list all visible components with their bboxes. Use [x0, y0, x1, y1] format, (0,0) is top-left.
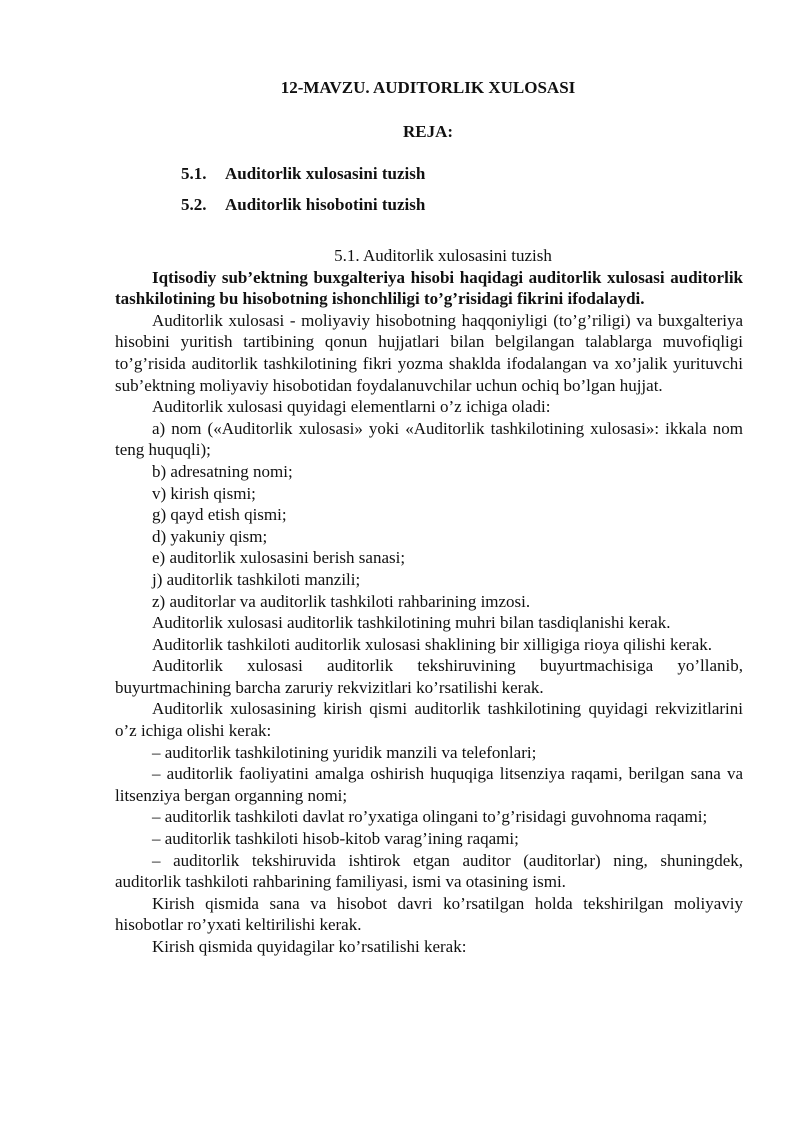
requisite-list-item: – auditorlik tekshiruvida ishtirok etgan auditor (auditorlar) ning, shuningdek, auditorlik tashkiloti rahbarining familiyasi, ismi va otasining ismi. [115, 850, 743, 892]
element-list-item: z) auditorlar va auditorlik tashkiloti rahbarining imzosi. [152, 591, 531, 611]
body-paragraph: Auditorlik tashkiloti auditorlik xulosasi shaklining bir xilligiga rioya qilishi kerak. [152, 634, 712, 654]
element-list-item: v) kirish qismi; [152, 483, 256, 503]
plan-item [181, 163, 425, 184]
element-list-item: d) yakuniy qism; [152, 526, 268, 546]
requisite-list-item: – auditorlik faoliyatini amalga oshirish huquqiga litsenziya raqami, berilgan sana va litsenziya bergan organning nomi; [115, 764, 743, 805]
body-paragraph: Kirish qismida sana va hisobot davri ko’rsatilgan holda tekshirilgan moliyaviy hisobotlar ro’yxati keltirilishi kerak. [115, 893, 743, 935]
plan-item [181, 194, 425, 215]
requisite-list-item: – auditorlik tashkiloti davlat ro’yxatiga olingani to’g’risidagi guvohnoma raqami; [152, 807, 708, 827]
plan-item-number: 5.1. [181, 164, 207, 183]
element-list-item: b) adresatning nomi; [152, 461, 293, 481]
element-list-item: a) nom («Auditorlik xulosasi» yoki «Auditorlik tashkilotining xulosasi»: ikkala nom teng huquqli); [115, 418, 743, 460]
element-list-item: e) auditorlik xulosasini berish sanasi; [152, 548, 406, 568]
body-paragraph: Auditorlik xulosasi auditorlik tekshiruvining buyurtmachisiga yo’llanib, buyurtmachining barcha zaruriy rekvizitlari ko’rsatilishi kerak. [115, 656, 743, 697]
plan-heading: REJA: [402, 122, 454, 141]
body-paragraph: Auditorlik xulosasi auditorlik tashkilotining muhri bilan tasdiqlanishi kerak. [152, 613, 671, 633]
document-body [115, 245, 743, 958]
plan-item-number: 5.2. [181, 195, 207, 214]
section-heading: 5.1. Auditorlik xulosasini tuzish [334, 246, 552, 265]
element-list-item: g) qayd etish qismi; [152, 505, 287, 525]
plan-list [181, 163, 425, 225]
body-paragraph: Auditorlik xulosasi quyidagi elementlarni o’z ichiga oladi: [152, 397, 551, 417]
plan-item-text: Auditorlik xulosasini tuzish [225, 164, 426, 183]
body-paragraph: Kirish qismida quyidagilar ko’rsatilishi kerak: [152, 937, 467, 956]
document-title: 12-MAVZU. AUDITORLIK XULOSASI [280, 78, 576, 97]
requisite-list-item: – auditorlik tashkilotining yuridik manzili va telefonlari; [152, 742, 537, 762]
definition-paragraph: Iqtisodiy sub’ektning buxgalteriya hisobi haqidagi auditorlik xulosasi auditorlik tashkilotining bu hisobotning ishonchliligi to’g’risidagi fikrini ifodalaydi. [115, 267, 743, 309]
plan-item-text: Auditorlik hisobotini tuzish [225, 195, 426, 214]
requisite-list-item: – auditorlik tashkiloti hisob-kitob varag’ining raqami; [152, 829, 519, 849]
body-paragraph: Auditorlik xulosasining kirish qismi auditorlik tashkilotining quyidagi rekvizitlarini o’z ichiga olishi kerak: [115, 699, 743, 741]
element-list-item: j) auditorlik tashkiloti manzili; [152, 569, 361, 589]
body-paragraph: Auditorlik xulosasi - moliyaviy hisobotning haqqoniyligi (to’g’riligi) va buxgalteriya hisobini yuritish tartibining qonun hujjatlari bilan belgilangan talablarga muvofiqligi to’g’risida auditorlik tashkilotining fikri yozma shaklda ifodalangan va xo’jalik yurituvchi sub’ektning moliyaviy hisobotidan foydalanuvchilar uchun ochiq bo’lgan hujjat. [115, 310, 743, 395]
